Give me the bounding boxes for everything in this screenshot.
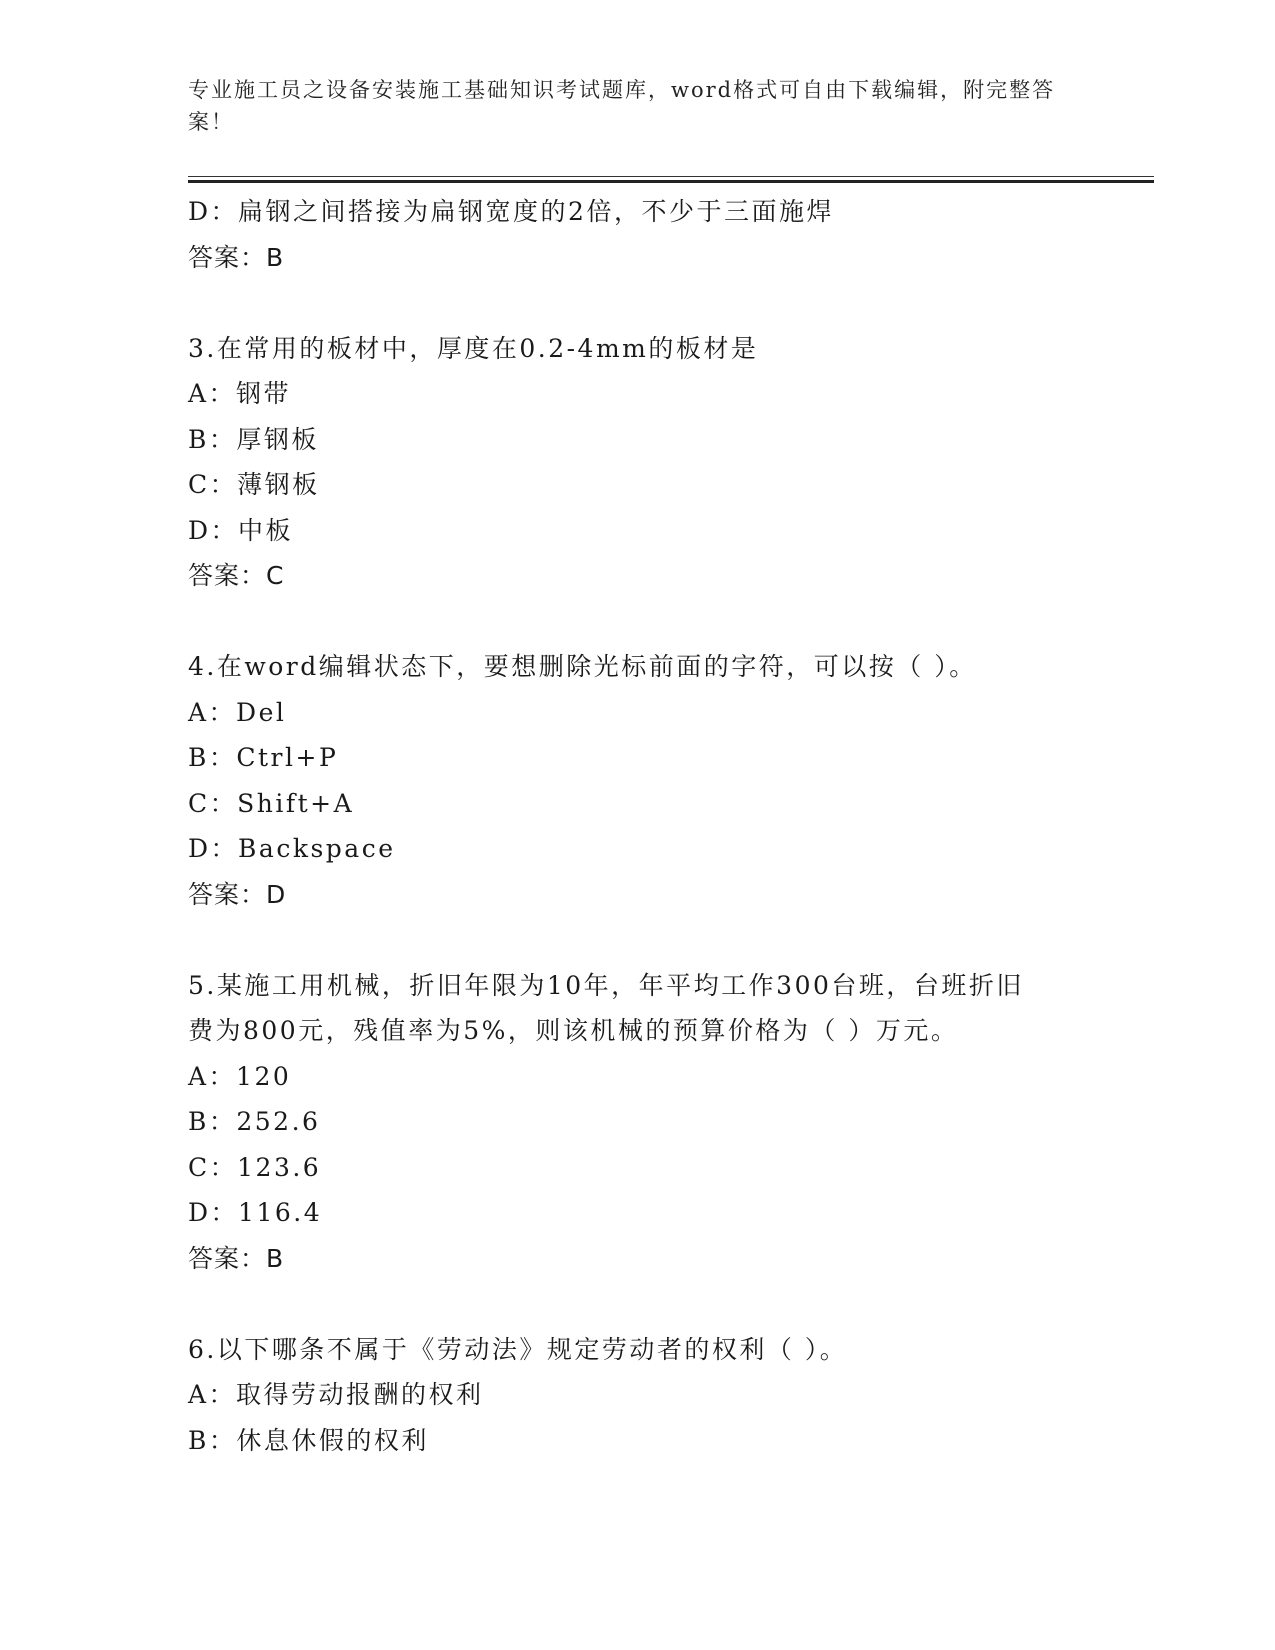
question-stem: 6.以下哪条不属于《劳动法》规定劳动者的权利（ ）。 [188, 1334, 848, 1364]
option-b: B：厚钢板 [188, 424, 319, 454]
option-a: A：120 [188, 1061, 292, 1091]
question-3 [188, 326, 1088, 599]
header-divider-thick [188, 180, 1154, 183]
answer-label: 答案：B [188, 242, 285, 272]
answer-label: 答案：B [188, 1243, 285, 1273]
option-a: A：Del [188, 697, 287, 727]
option-c: C：123.6 [188, 1152, 322, 1182]
question-stem-line-2: 费为800元，残值率为5%，则该机械的预算价格为（ ）万元。 [188, 1016, 959, 1045]
question-5 [188, 963, 1088, 1282]
header-divider-thin [188, 176, 1154, 177]
answer-label: 答案：D [188, 879, 287, 909]
option-a: A：取得劳动报酬的权利 [188, 1380, 484, 1409]
question-list [188, 189, 1088, 1463]
option-d: D：Backspace [188, 834, 396, 863]
option-c: C：Shift+A [188, 788, 355, 818]
option-d: D：扁钢之间搭接为扁钢宽度的2倍，不少于三面施焊 [188, 197, 834, 226]
spacer [188, 917, 1088, 963]
question-stem: 4.在word编辑状态下，要想删除光标前面的字符，可以按（ ）。 [188, 652, 977, 681]
option-b: B：Ctrl+P [188, 743, 339, 772]
option-d: D：中板 [188, 515, 294, 545]
question-stem-line-1: 5.某施工用机械，折旧年限为10年，年平均工作300台班，台班折旧 [188, 970, 1024, 1000]
option-d: D：116.4 [188, 1198, 323, 1227]
option-a: A：钢带 [188, 379, 292, 408]
spacer [188, 599, 1088, 645]
question-4 [188, 644, 1088, 917]
option-b: B：休息休假的权利 [188, 1425, 429, 1455]
document-header: 专业施工员之设备安装施工基础知识考试题库，word格式可自由下载编辑，附完整答案！ [188, 78, 1056, 134]
spacer [188, 280, 1088, 326]
question-stem: 3.在常用的板材中，厚度在0.2-4mm的板材是 [188, 333, 759, 363]
spacer [188, 1281, 1088, 1327]
option-b: B：252.6 [188, 1107, 321, 1136]
question-6 [188, 1327, 1088, 1464]
answer-label: 答案：C [188, 561, 285, 590]
option-c: C：薄钢板 [188, 470, 320, 499]
